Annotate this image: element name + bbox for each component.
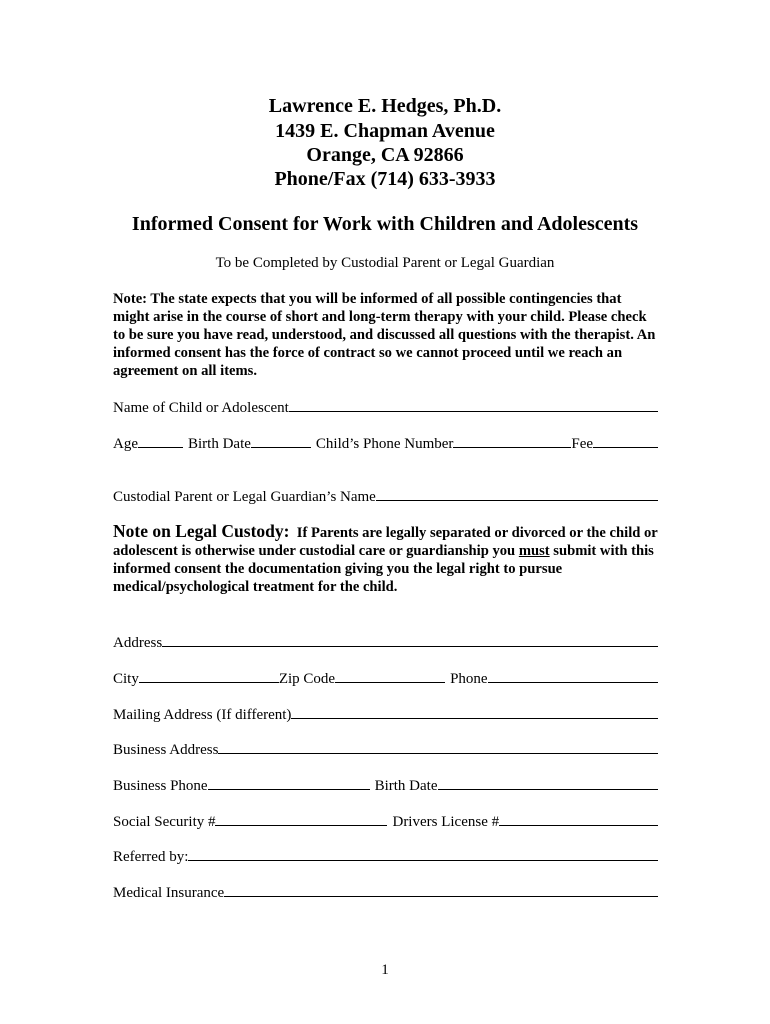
city-field[interactable]	[139, 668, 279, 683]
business-address-label: Business Address	[113, 742, 219, 758]
letterhead-phone: Phone/Fax (714) 633-3933	[274, 168, 496, 190]
guardian-birth-date-label: Birth Date	[374, 778, 438, 794]
guardian-name-field[interactable]	[376, 486, 658, 501]
custody-note-text-before: If Parents are legally separated or divorced or the child or adolescent is otherwise under custodial care or guardianship you	[113, 525, 658, 559]
drivers-license-field[interactable]	[499, 811, 658, 826]
mailing-address-field[interactable]	[291, 704, 658, 719]
form-title: Informed Consent for Work with Children and Adolescents	[131, 213, 639, 235]
referred-by-label: Referred by:	[113, 849, 189, 865]
city-zip-phone-row	[113, 668, 658, 688]
child-name-field[interactable]	[289, 397, 658, 412]
letterhead-address: 1439 E. Chapman Avenue	[275, 120, 495, 142]
birth-date-field[interactable]	[251, 433, 311, 448]
child-name-label: Name of Child or Adolescent	[113, 400, 289, 416]
referred-by-row	[113, 846, 658, 866]
mailing-address-row	[113, 704, 658, 724]
business-address-row	[113, 739, 658, 759]
mailing-address-label: Mailing Address (If different)	[113, 707, 292, 723]
phone-label: Phone	[450, 671, 488, 687]
age-field[interactable]	[138, 433, 183, 448]
child-details-row	[113, 433, 658, 453]
state-note-paragraph: Note: The state expects that you will be informed of all possible contingencies that might arise in the course of short and long-term therapy with your child. Please check to be sure you have read, understood, and discussed all questions with the therapist. An informed consent has the force of contract so we cannot proceed until we reach an agreement on all items.	[113, 291, 656, 379]
referred-by-field[interactable]	[188, 846, 658, 861]
ssn-field[interactable]	[215, 811, 387, 826]
letterhead-name: Lawrence E. Hedges, Ph.D.	[268, 95, 502, 117]
guardian-name-row	[113, 486, 658, 506]
child-phone-field[interactable]	[453, 433, 571, 448]
fee-label: Fee	[571, 436, 594, 452]
business-address-field[interactable]	[218, 739, 658, 754]
address-field[interactable]	[162, 632, 658, 647]
address-row	[113, 632, 658, 652]
legal-custody-note	[113, 522, 658, 596]
custody-note-text-after: submit with this informed consent the documentation giving you the legal right to pursue medical/psychological treatment for the child.	[113, 543, 654, 595]
medical-insurance-field[interactable]	[224, 882, 658, 897]
ssn-license-row	[113, 811, 658, 831]
medical-insurance-label: Medical Insurance	[113, 885, 225, 901]
fee-field[interactable]	[593, 433, 658, 448]
custody-note-emphasis: must	[518, 543, 550, 559]
zip-field[interactable]	[335, 668, 445, 683]
ssn-label: Social Security #	[113, 814, 216, 830]
address-label: Address	[113, 635, 163, 651]
medical-insurance-row	[113, 882, 658, 902]
guardian-birth-date-field[interactable]	[438, 775, 659, 790]
letterhead-city: Orange, CA 92866	[306, 144, 464, 166]
zip-label: Zip Code	[278, 671, 336, 687]
business-phone-label: Business Phone	[113, 778, 208, 794]
city-label: City	[113, 671, 139, 687]
form-subtitle: To be Completed by Custodial Parent or Legal Guardian	[215, 255, 555, 271]
drivers-license-label: Drivers License #	[392, 814, 500, 830]
age-label: Age	[113, 436, 138, 452]
business-phone-field[interactable]	[208, 775, 370, 790]
page-number: 1	[381, 962, 389, 978]
guardian-name-label: Custodial Parent or Legal Guardian’s Name	[113, 489, 376, 505]
custody-note-lead: Note on Legal Custody:	[113, 521, 290, 541]
child-name-row	[113, 397, 658, 417]
child-phone-label: Child’s Phone Number	[315, 436, 454, 452]
business-phone-row	[113, 775, 658, 795]
birth-date-label: Birth Date	[188, 436, 251, 452]
phone-field[interactable]	[488, 668, 658, 683]
